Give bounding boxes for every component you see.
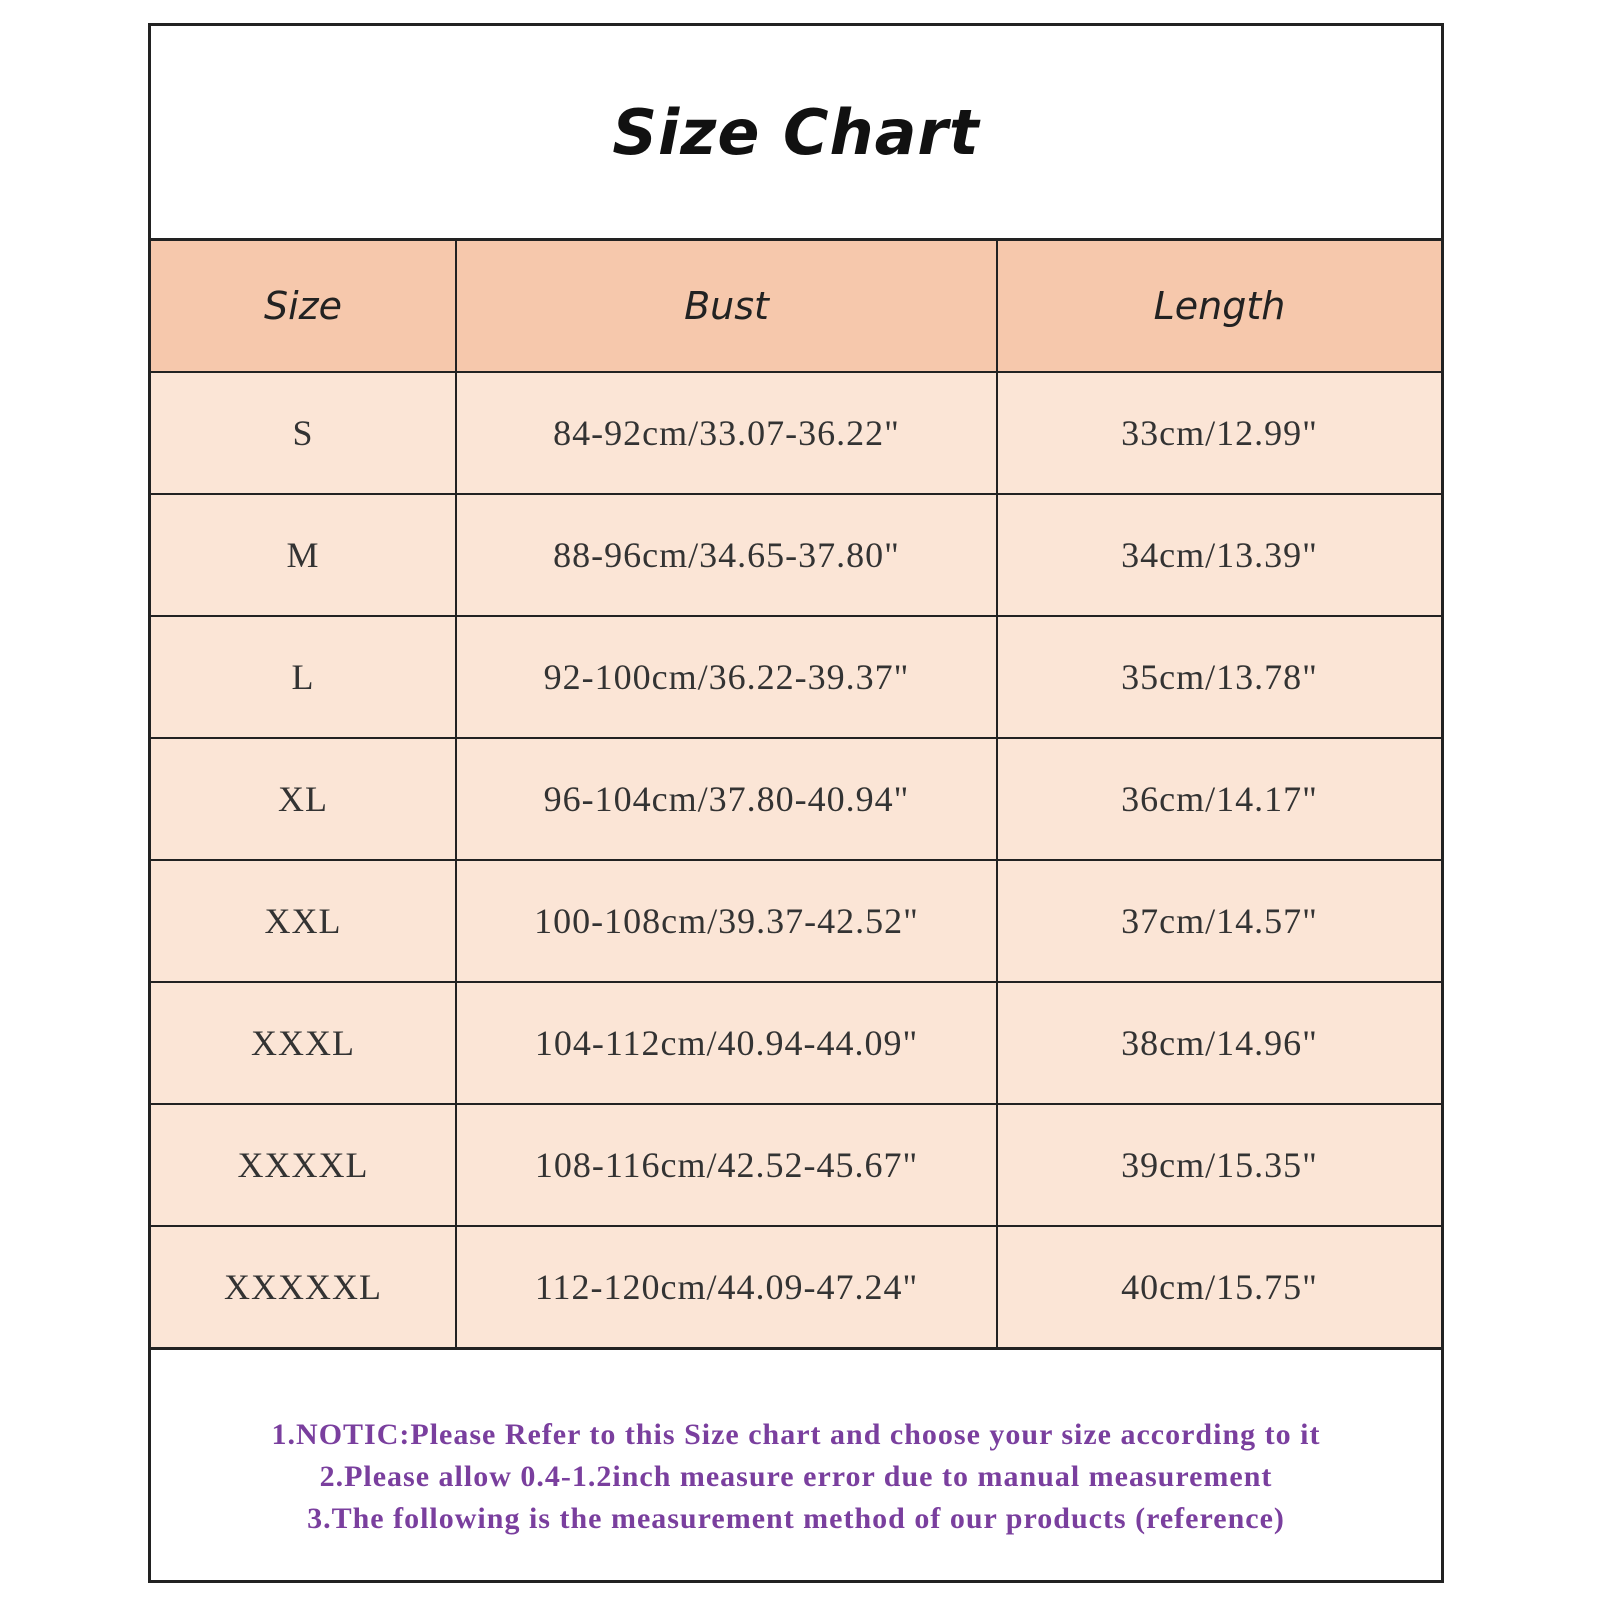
cell-length: 39cm/15.35"	[997, 1104, 1441, 1226]
cell-length: 38cm/14.96"	[997, 982, 1441, 1104]
cell-size: XXXL	[151, 982, 456, 1104]
cell-bust: 96-104cm/37.80-40.94"	[456, 738, 997, 860]
note-line: 3.The following is the measurement method of our products (reference)	[307, 1502, 1285, 1535]
cell-bust: 84-92cm/33.07-36.22"	[456, 372, 997, 494]
header-length: Length	[997, 240, 1441, 373]
cell-length: 33cm/12.99"	[997, 372, 1441, 494]
table-row	[151, 372, 1441, 494]
note-line: 2.Please allow 0.4-1.2inch measure error due to manual measurement	[319, 1460, 1273, 1493]
cell-length: 34cm/13.39"	[997, 494, 1441, 616]
notes-block	[151, 1414, 1441, 1540]
table-header-row	[151, 240, 1441, 373]
cell-length: 40cm/15.75"	[997, 1226, 1441, 1349]
cell-length: 37cm/14.57"	[997, 860, 1441, 982]
cell-size: XXXXXL	[151, 1226, 456, 1349]
table-row	[151, 616, 1441, 738]
cell-length: 35cm/13.78"	[997, 616, 1441, 738]
table-row	[151, 982, 1441, 1104]
table-row	[151, 1226, 1441, 1349]
page-title: Size Chart	[612, 95, 980, 169]
note-line: 1.NOTIC:Please Refer to this Size chart and choose your size according to it	[271, 1418, 1321, 1451]
cell-size: L	[151, 616, 456, 738]
cell-size: M	[151, 494, 456, 616]
cell-bust: 92-100cm/36.22-39.37"	[456, 616, 997, 738]
header-size: Size	[151, 240, 456, 373]
table-row	[151, 494, 1441, 616]
cell-length: 36cm/14.17"	[997, 738, 1441, 860]
size-table	[151, 238, 1441, 1350]
size-chart-frame	[148, 23, 1444, 1583]
cell-bust: 88-96cm/34.65-37.80"	[456, 494, 997, 616]
cell-bust: 108-116cm/42.52-45.67"	[456, 1104, 997, 1226]
cell-bust: 112-120cm/44.09-47.24"	[456, 1226, 997, 1349]
cell-bust: 104-112cm/40.94-44.09"	[456, 982, 997, 1104]
cell-size: XL	[151, 738, 456, 860]
table-row	[151, 1104, 1441, 1226]
header-bust: Bust	[456, 240, 997, 373]
cell-size: S	[151, 372, 456, 494]
table-row	[151, 860, 1441, 982]
cell-bust: 100-108cm/39.37-42.52"	[456, 860, 997, 982]
cell-size: XXL	[151, 860, 456, 982]
cell-size: XXXXL	[151, 1104, 456, 1226]
table-row	[151, 738, 1441, 860]
